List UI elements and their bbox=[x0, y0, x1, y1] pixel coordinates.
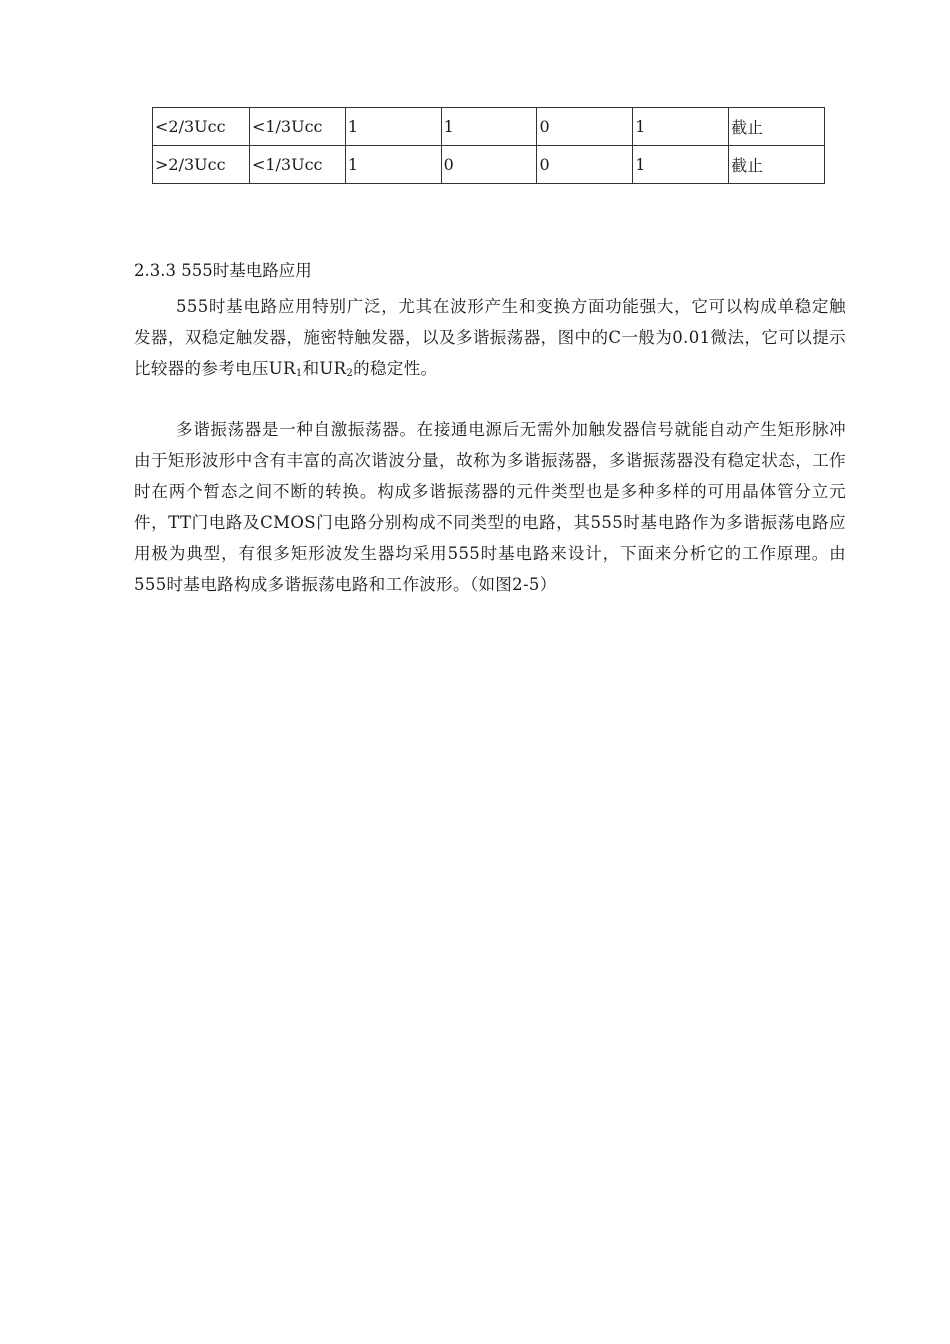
table-cell: 1 bbox=[345, 108, 441, 146]
table-cell: 1 bbox=[441, 108, 537, 146]
table-cell: 0 bbox=[441, 146, 537, 184]
table-cell: 0 bbox=[537, 108, 633, 146]
paragraph-text: 和UR bbox=[302, 359, 347, 378]
paragraph-text: 的稳定性。 bbox=[353, 359, 438, 378]
table-cell: 1 bbox=[633, 108, 729, 146]
table-row bbox=[153, 108, 825, 146]
body-paragraph bbox=[134, 291, 846, 389]
subscript: 1 bbox=[295, 368, 303, 379]
table-cell: 1 bbox=[345, 146, 441, 184]
table-cell: 截止 bbox=[729, 146, 825, 184]
table-cell: 0 bbox=[537, 146, 633, 184]
table-cell: 截止 bbox=[729, 108, 825, 146]
table-cell: <2/3Ucc bbox=[153, 108, 250, 146]
paragraph-text: 555时基电路应用特别广泛，尤其在波形产生和变换方面功能强大，它可以构成单稳定触发器，双稳定触发器，施密特触发器，以及多谐振荡器，图中的C一般为0.01微法，它可以提示比较器的参考电压UR bbox=[134, 297, 846, 378]
truth-table bbox=[152, 107, 825, 184]
table-cell: <1/3Ucc bbox=[249, 146, 345, 184]
section-heading: 2.3.3 555时基电路应用 bbox=[134, 261, 312, 280]
table-row bbox=[153, 146, 825, 184]
table-cell: >2/3Ucc bbox=[153, 146, 250, 184]
table-cell: 1 bbox=[633, 146, 729, 184]
table-cell: <1/3Ucc bbox=[249, 108, 345, 146]
subscript: 2 bbox=[346, 368, 354, 379]
body-paragraph: 多谐振荡器是一种自激振荡器。在接通电源后无需外加触发器信号就能自动产生矩形脉冲由于矩形波形中含有丰富的高次谐波分量，故称为多谐振荡器，多谐振荡器没有稳定状态，工作时在两个暂态之间不断的转换。构成多谐振荡器的元件类型也是多种多样的可用晶体管分立元件，TT门电路及CMOS门电路分别构成不同类型的电路，其555时基电路作为多谐振荡电路应用极为典型，有很多矩形波发生器均采用555时基电路来设计，下面来分析它的工作原理。由555时基电路构成多谐振荡电路和工作波形。（如图2-5） bbox=[134, 420, 846, 594]
